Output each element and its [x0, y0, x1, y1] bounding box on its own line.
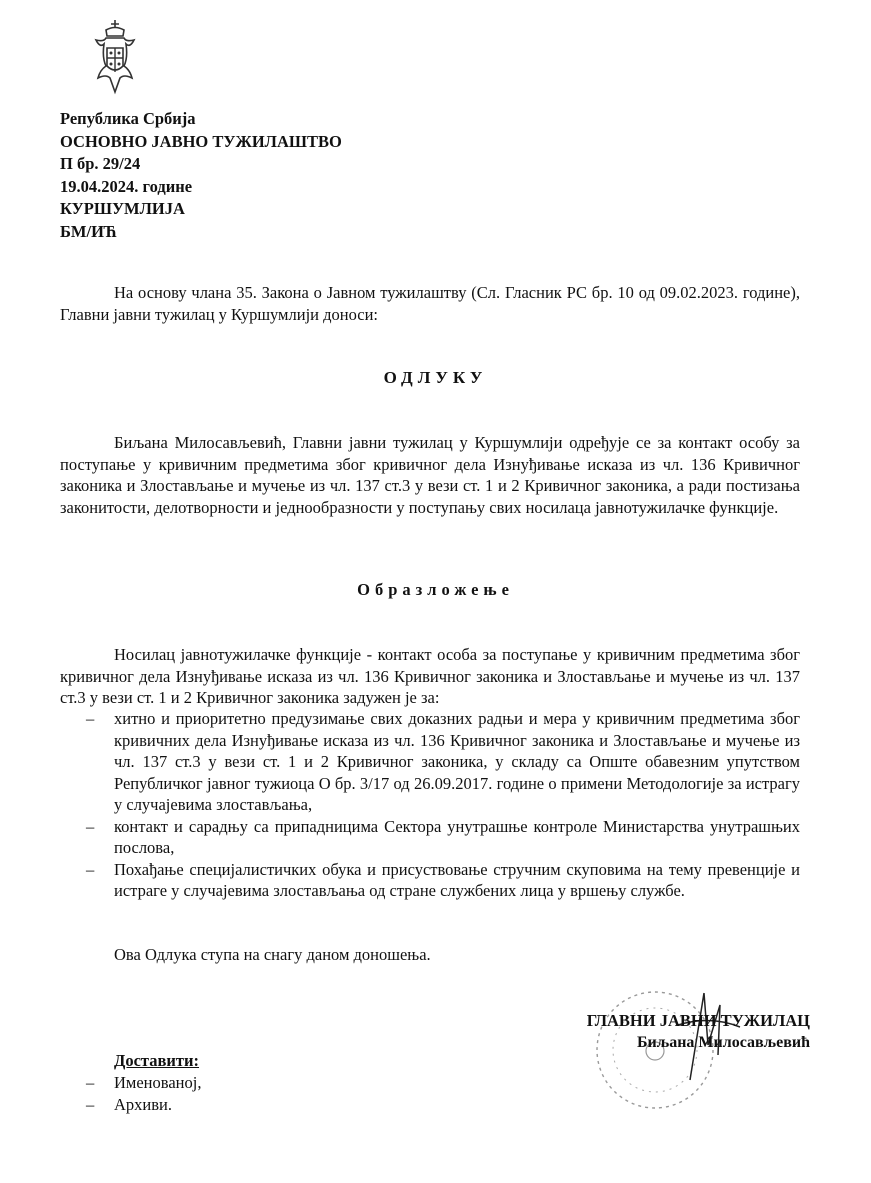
dash-bullet: –: [86, 859, 95, 879]
document-date: 19.04.2024. године: [60, 176, 193, 196]
reasoning-paragraph: Носилац јавнотужилачке функције - контакт особа за поступање у кривичним предметима због кривичног дела Изнуђивање исказа из чл. 136 Кривичног законика и Злостављање и мучење из чл. 137 ст.3 у вези ст. 1 и 2 Кривичног законика задужен је за:: [60, 645, 800, 707]
decision-paragraph: Биљана Милосављевић, Главни јавни тужилац у Куршумлији одређује се за контакт особу за поступање у кривичним предметима због кривичног дела Изнуђивање исказа из чл. 136 Кривичног законика и Злостављање и мучење из чл. 137 ст.3 у вези ст. 1 и 2 Кривичног законика, а ради постизања законитости, делотворности и једнообразности у поступању свих носилаца јавнотужилачке функције.: [60, 433, 800, 517]
delivery-block: [60, 1050, 201, 1116]
dash-bullet: –: [86, 1095, 95, 1114]
dash-bullet: –: [86, 816, 95, 836]
initials: БМ/ИЋ: [60, 221, 118, 241]
dash-bullet: –: [86, 1073, 95, 1092]
country-name: Република Србија: [60, 109, 196, 128]
final-paragraph: Ова Одлука ступа на снагу даном доношења.: [114, 945, 431, 964]
intro-paragraph: На основу члана 35. Закона о Јавном тужилаштву (Сл. Гласник РС бр. 10 од 09.02.2023. године), Главни јавни тужилац у Куршумлији доноси:: [60, 283, 800, 324]
city-name: КУРШУМЛИЈА: [60, 199, 185, 218]
coat-of-arms-icon: [92, 18, 138, 98]
duties-list: [60, 708, 800, 902]
document-header: [60, 108, 342, 243]
list-item: [60, 708, 800, 816]
duty-text: контакт и сарадњу са припадницима Сектора унутрашње контроле Министарства унутрашњих послова,: [114, 816, 800, 857]
office-name: ОСНОВНО ЈАВНО ТУЖИЛАШТВО: [60, 131, 342, 151]
delivery-list: [60, 1072, 201, 1116]
delivery-recipient: Архиви.: [114, 1095, 172, 1114]
delivery-recipient: Именованој,: [114, 1073, 202, 1092]
signatory-name: Биљана Милосављевић: [636, 1034, 810, 1051]
duty-text: хитно и приоритетно предузимање свих доказних радњи и мера у кривичним предметима због кривичних дела Изнуђивање исказа из чл. 136 Кривичног законика и Злостављање и мучење из чл. 137 ст.3 у вези ст. 1 и 2 Кривичног законика, у складу са Опште обавезним упутством Републичког јавног тужиоца О бр. 3/17 од 26.09.2017. године о примени Методологије за истрагу у случајевима злостављања,: [114, 709, 800, 814]
reasoning-title: Образложење: [357, 580, 514, 599]
delivery-title: Доставити:: [114, 1051, 200, 1070]
list-item: [60, 1094, 201, 1116]
list-item: [60, 1072, 201, 1094]
list-item: [60, 859, 800, 902]
signatory-title: ГЛАВНИ ЈАВНИ ТУЖИЛАЦ: [586, 1011, 810, 1030]
signature-block: [540, 1010, 810, 1054]
decision-title: ОДЛУКУ: [383, 368, 488, 387]
list-item: [60, 816, 800, 859]
duty-text: Похађање специјалистичких обука и присуствовање стручним скуповима на тему превенције и истраге у случајевима злостављања од стране службених лица у вршењу службе.: [114, 859, 800, 900]
dash-bullet: –: [86, 709, 95, 728]
case-number: П бр. 29/24: [60, 154, 141, 173]
